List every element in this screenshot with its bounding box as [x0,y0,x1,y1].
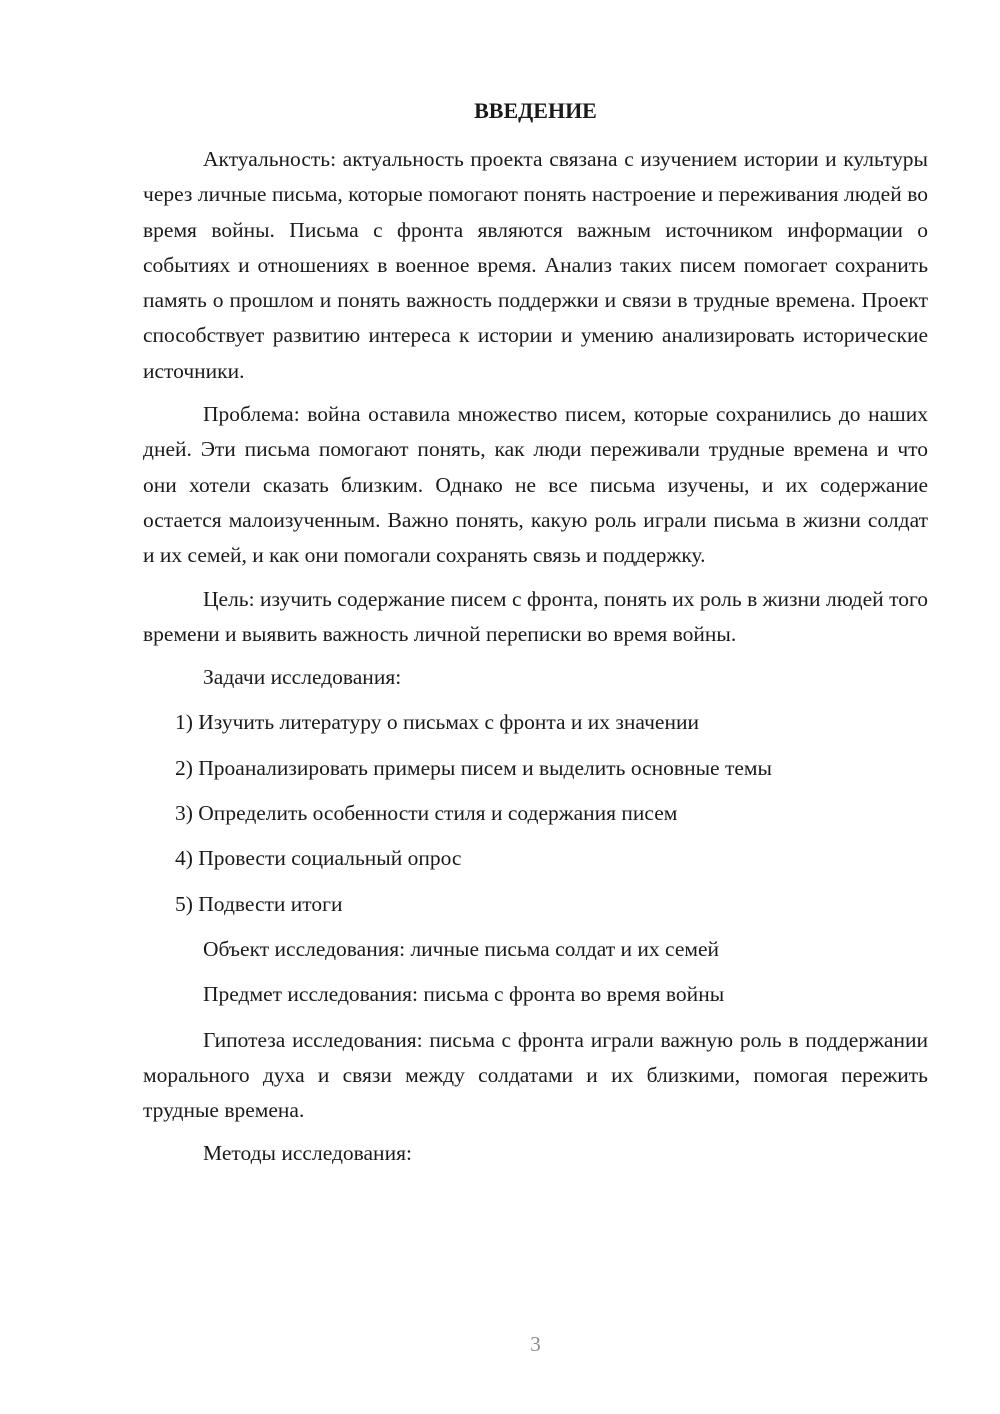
document-body [143,142,928,1172]
task-item: 2) Проанализировать примеры писем и выделить основные темы [175,755,772,780]
paragraph-goal: Цель: изучить содержание писем с фронта, понять их роль в жизни людей того времени и выявить важность личной переписки во время войны. [143,586,928,646]
tasks-heading: Задачи исследования: [203,665,402,690]
methods-heading: Методы исследования: [203,1141,412,1166]
task-item: 5) Подвести итоги [175,891,343,916]
paragraph-hypothesis: Гипотеза исследования: письма с фронта играли важную роль в поддержании морального духа и связи между солдатами и их близкими, помогая пережить трудные времена. [143,1027,928,1123]
paragraph-problem: Проблема: война оставила множество писем, которые сохранились до наших дней. Эти письма помогают понять, как люди переживали трудные времена и что они хотели сказать близким. Однако не все письма изучены, и их содержание остается малоизученным. Важно понять, какую роль играли письма в жизни солдат и их семей, и как они помогали сохранять связь и поддержку. [143,402,928,568]
section-heading [143,96,928,126]
document-page [143,0,928,1414]
paragraph-subject: Предмет исследования: письма с фронта во время войны [203,982,725,1007]
section-heading-text: ВВЕДЕНИЕ [474,98,597,123]
paragraph-relevance: Актуальность: актуальность проекта связана с изучением истории и культуры через личные письма, которые помогают понять настроение и переживания людей во время войны. Письма с фронта являются важным источником информации о событиях и отношениях в военное время. Анализ таких писем помогает сохранить память о прошлом и понять важность поддержки и связи в трудные времена. Проект способствует развитию интереса к истории и умению анализировать исторические источники. [143,147,928,383]
page-number: 3 [530,1332,541,1356]
task-item: 4) Провести социальный опрос [175,846,462,871]
task-item: 1) Изучить литературу о письмах с фронта и их значении [175,710,699,735]
paragraph-object: Объект исследования: личные письма солдат и их семей [203,936,720,961]
task-item: 3) Определить особенности стиля и содержания писем [175,801,678,826]
